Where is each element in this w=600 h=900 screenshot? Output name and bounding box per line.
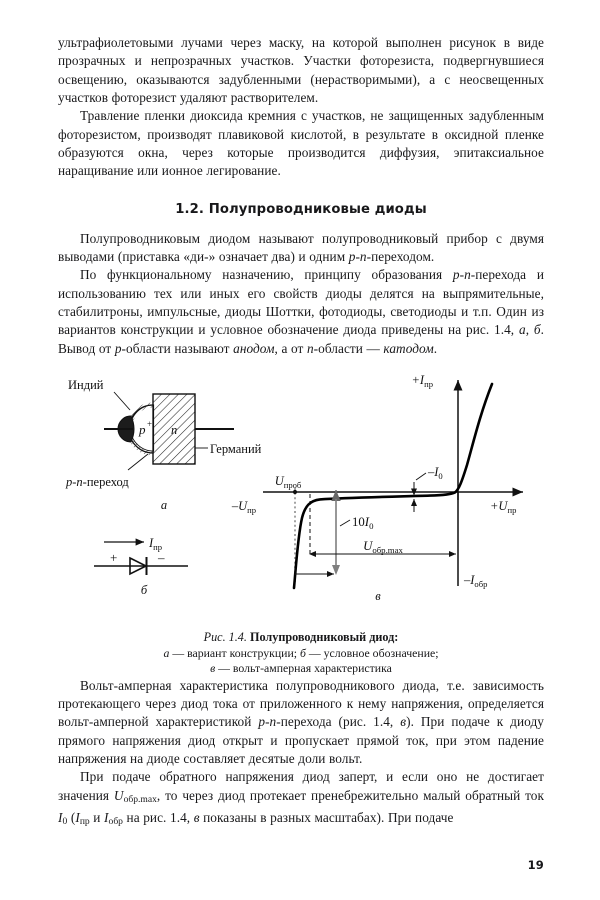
p6-iobr-subscript: обр — [108, 816, 123, 828]
label-pn-junction: p-n-переход — [66, 475, 129, 490]
caption-text-2: — условное обозначение; — [305, 645, 439, 660]
p4-p: p — [114, 340, 122, 356]
caption-text-1: — вариант конструкции; — [169, 645, 301, 660]
p6-text-c: ( — [67, 810, 76, 826]
label-indium: Индий — [68, 378, 104, 393]
region-p-label: p — [139, 422, 146, 438]
p6-u-subscript: обр.max — [123, 793, 157, 805]
p4-text-d: -области называют — [121, 340, 234, 356]
region-p-plus: + — [147, 419, 153, 430]
label-germanium: Германий — [210, 442, 262, 457]
p6-text-e: на рис. 1.4, — [122, 810, 194, 826]
label-u-breakdown: $U_{проб}$ — [274, 474, 302, 491]
p4-text-b: -перехода и использованию тех или иных его свойств диоды делятся на выпрямительные, стабилитроны, импульсные, диоды Шоттки, фотодиоды, светодиоды и т.п. Один из вариантов конструкции и условное обозначение диода приведены на рис. 1.4, — [58, 267, 544, 338]
breakdown-point-marker — [293, 490, 297, 494]
p6-ipr-subscript: пр — [79, 816, 90, 828]
p6-text-f: показаны в разных масштабах). При подаче — [199, 810, 454, 826]
caption-part-b: б — [300, 645, 306, 660]
figure-caption-number: Рис. 1.4. — [203, 630, 247, 645]
p4-text-g: . — [433, 340, 438, 356]
p4-comma: , — [525, 322, 534, 338]
p5-label-v: в — [400, 714, 407, 730]
section-heading: 1.2. Полупроводниковые диоды — [175, 201, 427, 217]
paragraph-1: ультрафиолетовыми лучами через маску, на которой выполнен рисунок в виде прозрачных и непрозрачных участков. Участки фоторезиста, подвергнувшиеся освещению, оказываются задубленными (нерастворимыми), а с неосвещенных участков фоторезист удаляют растворителем. — [58, 35, 544, 106]
p4-text-a: По функциональному назначению, принципу образования — [80, 267, 453, 283]
label-uobrmax: $U_{обр.max}$ — [363, 539, 403, 556]
figure-caption-line3 — [58, 661, 544, 677]
p4-text-e: , а от — [274, 340, 307, 356]
p6-iobr-symbol: I — [104, 810, 109, 826]
paragraph-5 — [58, 677, 544, 769]
p6-label-v: в — [193, 810, 200, 826]
p4-pn: p-n — [452, 267, 471, 283]
axis-label-u-forward: $+U_{пр}$ — [490, 499, 517, 516]
ten-i0-leader — [340, 520, 350, 526]
part-label-v: в — [375, 589, 381, 604]
i0-leader — [416, 473, 426, 480]
caption-part-a: а — [163, 645, 170, 660]
p6-u-symbol: U — [113, 787, 124, 803]
p3-text-b: -переходом. — [366, 249, 435, 265]
caption-part-v: в — [210, 661, 216, 676]
label-minus-i0: $-I_0$ — [428, 465, 443, 482]
p6-text-d: и — [89, 810, 105, 826]
figure-caption-title: Полупроводниковый диод: — [246, 630, 399, 645]
p3-text-a: Полупроводниковым диодом называют полупроводниковый прибор с двумя выводами (приставка «ди-» означает два) и одним — [58, 230, 544, 265]
label-i-pr: $I_{пр}$ — [149, 536, 163, 553]
p4-label-b: б — [533, 322, 541, 338]
p5-text-a: Вольт-амперная характеристика полупроводникового диода, т.е. зависимость протекающего через диод тока от приложенного к нему напряжения, определяется вольт-амперной характеристикой — [58, 677, 544, 730]
diode-construction-drawing — [65, 378, 262, 512]
figure-caption — [58, 630, 544, 677]
iv-characteristic-chart — [231, 373, 523, 603]
p5-text-b: -перехода (рис. 1.4, — [276, 714, 401, 730]
polarity-plus: + — [110, 550, 118, 566]
figure-1-4 — [58, 370, 544, 625]
iv-curve-path — [294, 384, 492, 588]
axis-label-i-forward: $+I_{пр}$ — [411, 373, 433, 390]
p4-text-f: -области — — [313, 340, 384, 356]
p5-pn: p-n — [258, 714, 277, 730]
label-ten-i0: $10I_0$ — [352, 515, 374, 532]
caption-text-3: — вольт-амперная характеристика — [215, 661, 392, 676]
p6-text-b: , то через диод протекает пренебрежительно малый обратный ток — [156, 787, 544, 803]
figure-caption-line2 — [58, 646, 544, 662]
p6-i0-subscript: 0 — [62, 816, 68, 828]
junction-leader — [128, 454, 148, 470]
paragraph-4 — [58, 266, 544, 358]
indium-leader — [114, 392, 130, 410]
p4-text-c: . Вывод от — [58, 322, 545, 356]
paragraph-6 — [58, 768, 544, 831]
p6-text-a: При подаче обратного напряжения диод заперт, и если оно не достигает значения — [58, 769, 544, 803]
part-label-a: а — [160, 498, 168, 513]
region-n-label: n — [171, 423, 178, 438]
axis-label-u-reverse: $-U_{пр}$ — [231, 499, 256, 516]
page-number: 19 — [527, 858, 544, 872]
paragraph-3 — [58, 230, 544, 267]
p5-text-c: ). При подаче к диоду прямого напряжения диод открыт и пропускает прямой ток, при этом падение напряжения на диоде составляет десятые доли вольт. — [58, 714, 544, 767]
p6-i0-symbol: I — [58, 810, 63, 826]
figure-caption-line1 — [58, 630, 544, 646]
diode-symbol-drawing — [94, 536, 188, 597]
p6-ipr-symbol: I — [75, 810, 80, 826]
paragraph-2: Травление пленки диоксида кремния с участков, не защищенных задубленным фоторезистом, производят плавиковой кислотой, в результате в оксидной пленке образуются окна, через которые производится диффузия, эпитаксиальное наращивание или ионное легирование. — [58, 108, 544, 179]
polarity-minus: – — [158, 550, 165, 566]
axis-label-i-reverse: $-I_{обр}$ — [464, 573, 488, 590]
p3-pn: p-n — [348, 249, 367, 265]
p4-label-a: а — [518, 322, 526, 338]
p4-katod: катодом — [383, 340, 434, 356]
p4-anod: анодом — [233, 340, 275, 356]
p4-n: n — [306, 340, 314, 356]
part-label-b: б — [140, 583, 148, 598]
